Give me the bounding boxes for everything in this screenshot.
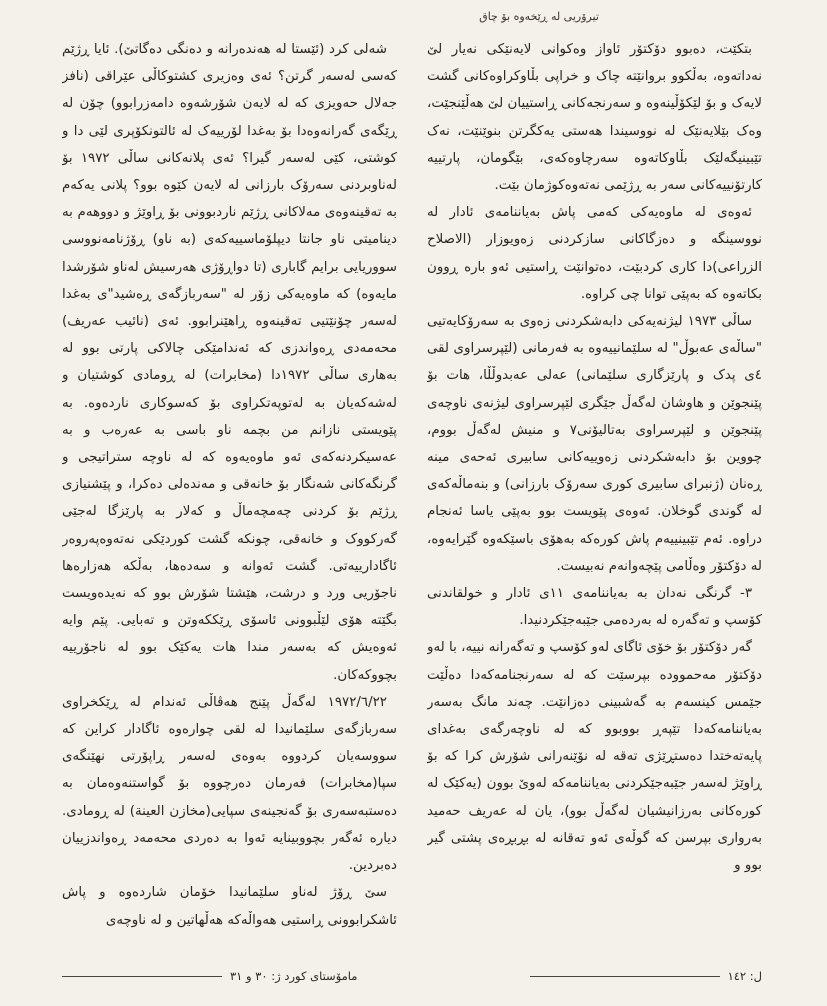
running-header: تیرۆریی لە ڕێخەوە بۆ چاق	[479, 10, 599, 23]
left-column	[62, 36, 397, 956]
paragraph: بتکێت، دەبوو دۆکتۆر ئاواز وەکوانی لایەنێکی نەیار لێ نەداتەوە، بەڵکوو بروانێتە چاک و خراپی بڵاوکراوەکانی گشت لایەک و بۆ لێکۆڵینەوە و سەرنجەکانی ڕاستییان لێ هەڵێنجێت، وەک بێلایەنێک لە نووسیندا هەستی یەکگرتن بنوێنێت، نەک تێبینیگەلێک بڵاوکاتەوە سەرچاوەکەی، بێگومان، پارتییە کارتۆنییەکانی سەر بە ڕژێمی نەتەوەکوژمان بێت.	[427, 42, 762, 194]
paragraph: شەلی کرد (ئێستا لە هەندەرانە و دەنگی دەگاتێ). ئایا ڕژێم کەسی لەسەر گرتن؟ ئەی وەزیری کشتوکاڵی عێراقی (نافز جەلال حەویزی کە لە لایەن شۆرشەوە دامەزرابوو) چۆن لە ڕێگەی گەرانەوەدا بۆ بەغدا لۆرییەک لە ئالتونکۆپری لێی دا و کوشتی، کێی لەسەر گیرا؟ ئەی پلانەکانی ساڵی ١٩٧٢ بۆ لەناوبردنی سەرۆک بارزانی لە لایەن کێوە بوو؟ پلانی یەکەم بە تەقینەوەی مەلاکانی ڕژێم ناردبوونی بۆ ڕاوێژ و دووهەم بە دینامیتی ناو جانتا دیپلۆماسییەکەی (بە ناو) ڕۆژنامەنووسی سووریایی برایم گاباری (تا دواڕۆژی هەرسیش لەناو شۆرشدا مایەوە) کە ماوەیەکی زۆر لە "سەربازگەی ڕەشید"ی بەغدا لەسەر چۆنێتیی تەقینەوە ڕاهێنرابوو. ئەی (نائیب عەریف) محەمەدی ڕەواندزی کە ئەندامێکی چالاکی پارتی بوو لە بەهاری ساڵی ١٩٧٢دا (مخابرات) لە ڕومادی کوشتیان و لەشەکەیان بە لەتوپەتکراوی بۆ کەسوکاری ناردەوە. بە پێویستی نازانم من بچمە ناو باسی بە عەرەب و بە عەسیکردنەکەی ئەو ماوەیەوە کە لە ناوچە ستراتیجی و گرنگەکانی شەنگار بۆ خانەقی و مەندەلی دەکرا، و پێشنیازی ڕژێم بۆ کردنی چەمچەماڵ و کەلار بە پارێزگا لەجێی گەرکووک و خانەقی، چونکە گشت کوردێکی نەتەوەپەروەر ئاگادارییەتی. گشت ئەوانە و سەدەها، بەڵکە هەزارەها ناجۆریی ورد و درشت، هێشتا شۆرش بوو کە نەیدەویست بگێتە هۆی لێڵبوونی ئاسۆی ڕێککەوتن و تەبایی. پێم وایە ئەوەیش کە بەسەر مندا هات یەکێک بوو لە ناجۆرییە بچووکەکان.	[62, 42, 397, 683]
footer-rule	[62, 976, 222, 977]
text-columns	[62, 36, 762, 956]
magazine-title: مامۆستای کورد ژ: ٣٠ و ٣١	[230, 969, 358, 983]
footer-rule	[530, 976, 720, 977]
paragraph: ٣- گرنگی نەدان بە بەیاننامەی ١١ی ئادار و خولقاندنی کۆسپ و تەگەرە لە بەردەمی جێبەجێکردنیدا.	[427, 586, 762, 629]
page-footer	[62, 966, 762, 986]
paragraph: ئەوەی لە ماوەیەکی کەمی پاش بەیاننامەی ئادار لە نووسینگە و دەزگاکانی سازکردنی زەویوزار (الاصلاح الزراعی)دا کاری کردبێت، دەتوانێت ڕاستیی ئەو بارە ڕوون بکاتەوە کە بەپێی توانا چی کراوە.	[427, 205, 762, 302]
page-number: ل: ١٤٢	[727, 969, 762, 983]
right-column	[427, 36, 762, 956]
footer-magazine-group	[62, 969, 357, 983]
paragraph: ١٩٧٢/٦/٢٢ لەگەڵ پێنج هەڤاڵی ئەندام لە ڕێکخراوی سەربازگەی سلێمانیدا لە لقی چوارەوە ئاگادار کراین کە سووسەیان کردووە بەوەی لەسەر ڕاپۆرتی نهێنگەی سپا(مخابرات) فەرمان دەرچووە بۆ گواستنەوەمان بە دەستبەسەری بۆ گەنجینەی سپایی(مخازن العینة) لە ڕومادی. دیارە ئەگەر بچووبینایە ئەوا بە دەردی محەمەد ڕەواندزییان دەبردین.	[62, 694, 397, 874]
paragraph: سێ ڕۆژ لەناو سلێمانیدا خۆمان شاردەوە و پاش ئاشکرابوونی ڕاستیی هەواڵەکە هەڵهاتین و لە ناوچەی	[62, 885, 397, 928]
paragraph: ساڵی ١٩٧٣ لیژنەیەکی دابەشکردنی زەوی بە سەرۆکایەتیی "ساڵەی عەبوڵ" لە سلێمانییەوە بە فەرمانی (لێپرسراوی لقی ٤ی پدک و پارێزگاری سلێمانی) عەلی عەبدوڵڵا، هات بۆ پێنجوێن و هاوشان لەگەڵ جێگری لێپرسراوی لیژنەی ناوچەی پێنجوێن و لێپرسراوی بەتالیۆنی٧ و منیش لەگەڵ بووم، چووین بۆ دابەشکردنی زەوییەکانی سابیری ئەحەی مینە ڕەنان (ژنبرای سابیری کوری سەرۆک بارزانی) و بنەماڵەکەی لە گوندی گوخلان. ئەوەی پێویست بوو بەپێی یاسا ئەنجام دراوە. ئەم تێبینییەم پاش کورەکە بەهۆی باسێکەوە گێرایەوە، لە دۆکتۆر وەڵامی پێچەوانەم نەبیست.	[427, 314, 762, 574]
footer-page-number-group	[530, 969, 762, 983]
paragraph: گەر دۆکتۆر بۆ خۆی ئاگای لەو کۆسپ و تەگەرانە نییە، با لەو دۆکتۆر مەحموودە بپرسێت کە لە سەرنجنامەکەدا دەڵێت جێمس کینسەم بە گەشبینی دەزانێت. چەند مانگ بەسەر بەیاننامەکەدا تێپەڕ بووبوو کە لە ناوچەرگەی بەغدای پایەتەختدا دەستڕێژی تەقە لە نۆێنەرانی شۆرش کرا کە بۆ ڕاوێژ لەسەر جێبەجێکردنی بەیاننامەکە لەوێ بوون (یەکێک لە کورەکانی بەرزانیشیان لەگەڵ بوو)، یان لە عەریف حەمید بەرواری بپرسن کە گوڵەی ئەو تەقانە لە بڕبڕەی پشتی گیر بوو و	[427, 640, 762, 874]
